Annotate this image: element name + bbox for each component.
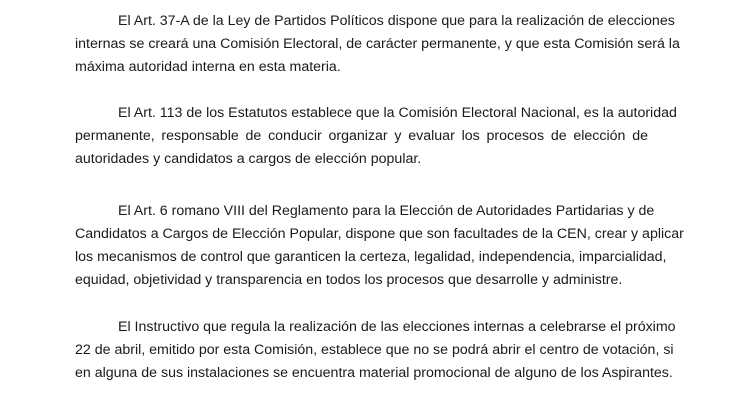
- paragraph-line: El Art. 113 de los Estatutos establece que la Comisión Electoral Nacional, es la autoridad: [118, 105, 677, 121]
- paragraph-art-37a: [75, 10, 680, 79]
- paragraph-line: los mecanismos de control que garanticen la certeza, legalidad, independencia, imparcialidad,: [75, 249, 667, 265]
- paragraph-line: autoridades y candidatos a cargos de elección popular.: [75, 151, 422, 167]
- paragraph-line: El Art. 37-A de la Ley de Partidos Políticos dispone que para la realización de elecciones: [118, 13, 675, 29]
- paragraph-line: El Art. 6 romano VIII del Reglamento para la Elección de Autoridades Partidarias y de: [118, 203, 655, 219]
- paragraph-line: El Instructivo que regula la realización de las elecciones internas a celebrarse el próximo: [118, 319, 676, 335]
- paragraph-line: máxima autoridad interna en esta materia.: [75, 59, 341, 75]
- paragraph-line: internas se creará una Comisión Electoral, de carácter permanente, y que esta Comisión será la: [75, 36, 680, 52]
- paragraph-line: permanente, responsable de conducir organizar y evaluar los procesos de elección de: [75, 128, 648, 144]
- paragraph-line: equidad, objetividad y transparencia en todos los procesos que desarrolle y administre.: [75, 272, 623, 288]
- paragraph-art-6: [75, 200, 684, 292]
- paragraph-art-113: [75, 102, 677, 171]
- paragraph-line: Candidatos a Cargos de Elección Popular, dispone que son facultades de la CEN, crear y aplicar: [75, 226, 684, 242]
- paragraph-line: en alguna de sus instalaciones se encuentra material promocional de alguno de los Aspirantes.: [75, 365, 673, 381]
- paragraph-line: 22 de abril, emitido por esta Comisión, establece que no se podrá abrir el centro de votación, si: [75, 342, 674, 358]
- paragraph-instructivo: [75, 316, 676, 385]
